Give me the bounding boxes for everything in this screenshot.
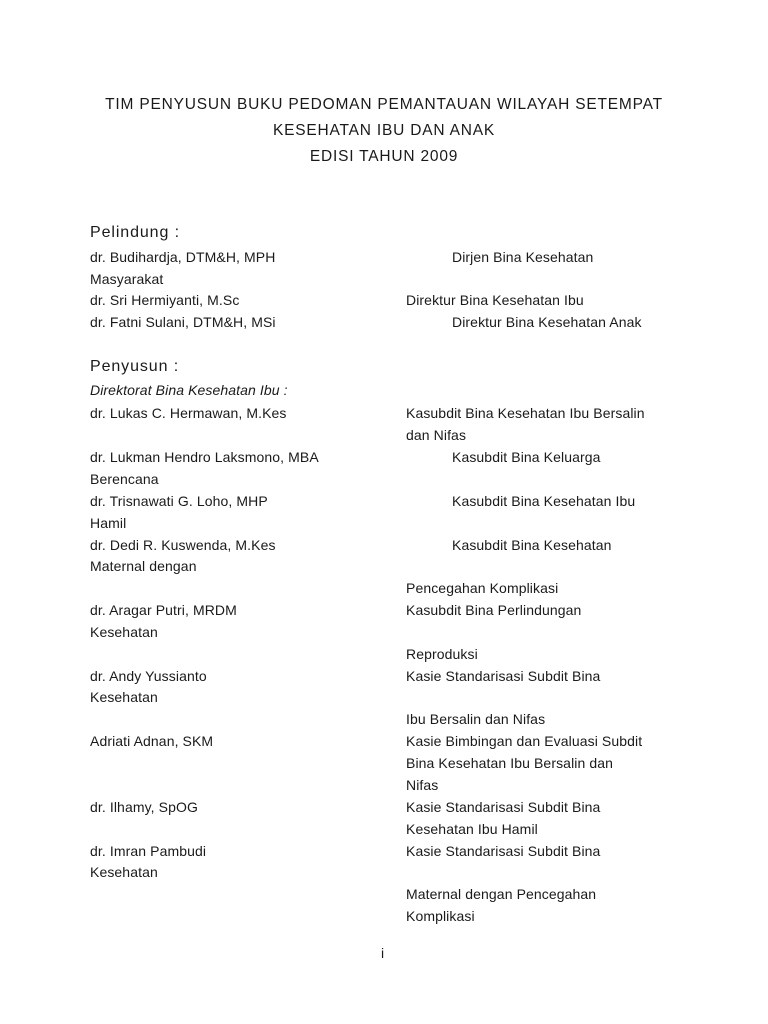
pelindung-line: Direktur Bina Kesehatan Ibu bbox=[406, 292, 584, 308]
penyusun-line: Komplikasi bbox=[406, 908, 475, 924]
penyusun-line: Kesehatan bbox=[90, 624, 158, 640]
penyusun-line: Kasubdit Bina Kesehatan Ibu Bersalin bbox=[406, 405, 645, 421]
pelindung-line: dr. Budihardja, DTM&H, MPH bbox=[90, 249, 276, 265]
penyusun-line: Kasie Standarisasi Subdit Bina bbox=[406, 668, 601, 684]
penyusun-line: Nifas bbox=[406, 777, 439, 793]
title-line-1: TIM PENYUSUN BUKU PEDOMAN PEMANTAUAN WILAYAH SETEMPAT bbox=[105, 96, 663, 113]
penyusun-line: Hamil bbox=[90, 515, 127, 531]
penyusun-line: Kesehatan bbox=[90, 689, 158, 705]
penyusun-line: dr. Lukas C. Hermawan, M.Kes bbox=[90, 405, 287, 421]
penyusun-line: dan Nifas bbox=[406, 427, 467, 443]
penyusun-line: dr. Imran Pambudi bbox=[90, 843, 207, 859]
title-line-2: KESEHATAN IBU DAN ANAK bbox=[272, 122, 496, 139]
penyusun-subheading: Direktorat Bina Kesehatan Ibu : bbox=[90, 382, 288, 398]
title-line-3: EDISI TAHUN 2009 bbox=[309, 148, 459, 165]
penyusun-line: Kasie Standarisasi Subdit Bina bbox=[406, 799, 601, 815]
penyusun-line: dr. Dedi R. Kuswenda, M.Kes bbox=[90, 537, 276, 553]
penyusun-line: Adriati Adnan, SKM bbox=[90, 733, 214, 749]
penyusun-line: Kesehatan bbox=[90, 864, 158, 880]
penyusun-line: dr. Aragar Putri, MRDM bbox=[90, 602, 237, 618]
penyusun-line: Kesehatan Ibu Hamil bbox=[406, 821, 538, 837]
penyusun-line: dr. Trisnawati G. Loho, MHP bbox=[90, 493, 268, 509]
pelindung-line: dr. Sri Hermiyanti, M.Sc bbox=[90, 292, 240, 308]
penyusun-line: Kasubdit Bina Kesehatan bbox=[452, 537, 612, 553]
penyusun-line: Maternal dengan bbox=[90, 558, 197, 574]
penyusun-line: Berencana bbox=[90, 471, 159, 487]
penyusun-line: Reproduksi bbox=[406, 646, 478, 662]
pelindung-heading: Pelindung : bbox=[90, 224, 180, 241]
pelindung-line: Direktur Bina Kesehatan Anak bbox=[452, 314, 642, 330]
penyusun-line: dr. Ilhamy, SpOG bbox=[90, 799, 198, 815]
penyusun-line: Pencegahan Komplikasi bbox=[406, 580, 559, 596]
penyusun-line: Kasie Bimbingan dan Evaluasi Subdit bbox=[406, 733, 643, 749]
penyusun-line: Maternal dengan Pencegahan bbox=[406, 886, 597, 902]
pelindung-line: Dirjen Bina Kesehatan bbox=[452, 249, 594, 265]
penyusun-line: Kasubdit Bina Perlindungan bbox=[406, 602, 582, 618]
penyusun-line: Ibu Bersalin dan Nifas bbox=[406, 711, 546, 727]
pelindung-line: dr. Fatni Sulani, DTM&H, MSi bbox=[90, 314, 276, 330]
penyusun-line: dr. Andy Yussianto bbox=[90, 668, 207, 684]
penyusun-line: Bina Kesehatan Ibu Bersalin dan bbox=[406, 755, 614, 771]
penyusun-heading: Penyusun : bbox=[90, 358, 180, 375]
pelindung-line: Masyarakat bbox=[90, 271, 164, 287]
page-number: i bbox=[381, 945, 385, 961]
penyusun-line: Kasie Standarisasi Subdit Bina bbox=[406, 843, 601, 859]
penyusun-line: Kasubdit Bina Kesehatan Ibu bbox=[452, 493, 636, 509]
penyusun-line: dr. Lukman Hendro Laksmono, MBA bbox=[90, 449, 319, 465]
penyusun-line: Kasubdit Bina Keluarga bbox=[452, 449, 601, 465]
